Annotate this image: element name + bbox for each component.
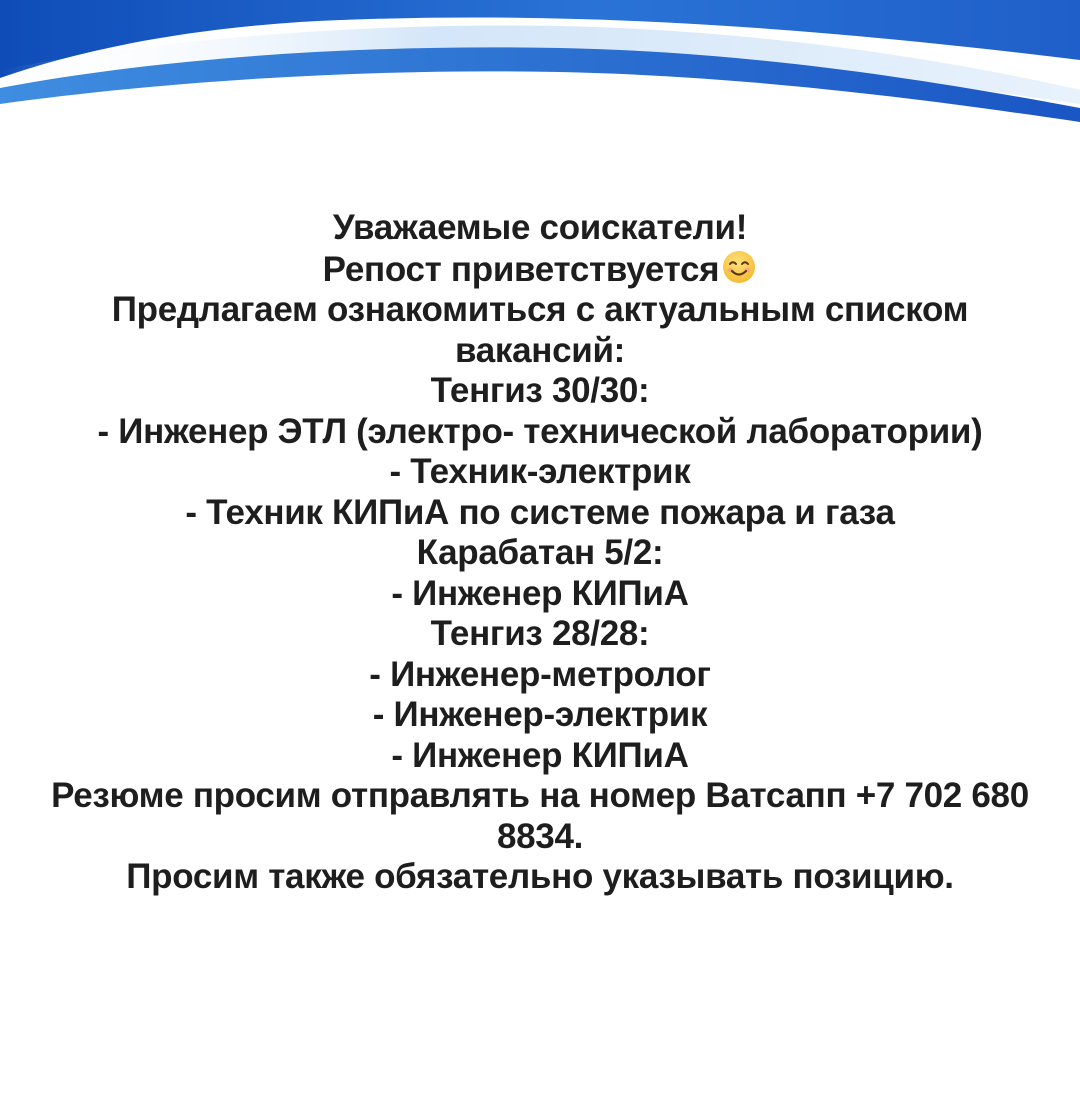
vacancy-item: - Инженер КИПиА <box>391 573 689 613</box>
greeting-text: Уважаемые соискатели! <box>332 208 748 247</box>
site-heading: Тенгиз 28/28: <box>430 614 650 653</box>
repost-text: Репост приветствуется <box>322 249 720 289</box>
vacancy-item: - Инженер-электрик <box>372 695 708 734</box>
site-heading: Тенгиз 30/30: <box>430 371 650 410</box>
intro-text-line2: вакансий: <box>454 330 626 370</box>
vacancy-item: - Инженер КИПиА <box>391 735 689 775</box>
vacancy-item: - Техник-электрик <box>389 452 691 491</box>
vacancy-item: - Инженер ЭТЛ (электро- технической лаборатории) <box>97 411 983 451</box>
position-note: Просим также обязательно указывать позицию. <box>126 857 954 896</box>
vacancy-item: - Инженер-метролог <box>369 654 711 694</box>
repost-line <box>20 249 1060 291</box>
resume-instructions-line2: 8834. <box>496 816 584 856</box>
site-heading: Карабатан 5/2: <box>416 533 664 572</box>
smiling-face-icon <box>721 249 757 285</box>
intro-text-line1: Предлагаем ознакомиться с актуальным списком <box>111 290 969 329</box>
vacancy-announcement <box>20 208 1060 898</box>
resume-instructions-line1: Резюме просим отправлять на номер Ватсапп +7 702 680 <box>51 776 1029 815</box>
header-banner <box>0 0 1080 140</box>
vacancy-item: - Техник КИПиА по системе пожара и газа <box>185 492 895 532</box>
